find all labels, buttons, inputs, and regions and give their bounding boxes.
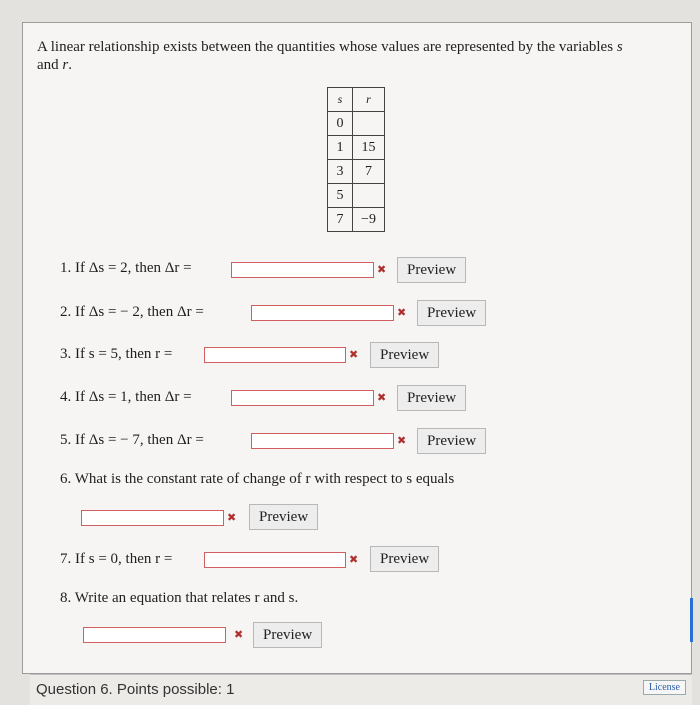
cell-s: 0	[328, 112, 353, 136]
answer-field-2[interactable]	[251, 305, 394, 321]
cell-r	[353, 112, 385, 136]
table-row	[328, 112, 385, 136]
answer-field-8[interactable]	[83, 627, 226, 643]
preview-button-3[interactable]: Preview	[370, 342, 439, 368]
intro-text-end: .	[68, 57, 73, 73]
footer-bar	[30, 674, 692, 705]
invalid-icon: ✖	[377, 263, 387, 276]
question-7-prompt: 7. If s = 0, then r =	[60, 551, 173, 567]
preview-button-7[interactable]: Preview	[370, 546, 439, 572]
header-r: r	[353, 88, 385, 112]
intro-text	[37, 38, 657, 74]
cell-r	[353, 184, 385, 208]
answer-field-1[interactable]	[231, 262, 374, 278]
answer-field-5[interactable]	[251, 433, 394, 449]
question-2-prompt: 2. If Δs = − 2, then Δr =	[60, 304, 204, 320]
invalid-icon: ✖	[234, 628, 244, 641]
values-table	[327, 87, 385, 232]
cell-s: 1	[328, 136, 353, 160]
question-4-prompt: 4. If Δs = 1, then Δr =	[60, 389, 192, 405]
preview-button-5[interactable]: Preview	[417, 428, 486, 454]
intro-text-and: and	[37, 57, 63, 73]
answer-field-7[interactable]	[204, 552, 346, 568]
cell-r: −9	[353, 208, 385, 232]
preview-button-4[interactable]: Preview	[397, 385, 466, 411]
table-row	[328, 208, 385, 232]
license-link[interactable]: License	[643, 680, 686, 695]
preview-button-2[interactable]: Preview	[417, 300, 486, 326]
invalid-icon: ✖	[349, 553, 359, 566]
answer-field-4[interactable]	[231, 390, 374, 406]
answer-field-6[interactable]	[81, 510, 224, 526]
question-5-prompt: 5. If Δs = − 7, then Δr =	[60, 432, 204, 448]
intro-var-s: s	[616, 39, 623, 55]
invalid-icon: ✖	[397, 306, 407, 319]
invalid-icon: ✖	[377, 391, 387, 404]
preview-button-8[interactable]: Preview	[253, 622, 322, 648]
table-row	[328, 184, 385, 208]
invalid-icon: ✖	[397, 434, 407, 447]
table-row	[328, 160, 385, 184]
table-header-row	[328, 88, 385, 112]
question-6-prompt: 6. What is the constant rate of change of r with respect to s equals	[60, 471, 455, 487]
cell-s: 7	[328, 208, 353, 232]
question-3-prompt: 3. If s = 5, then r =	[60, 346, 173, 362]
question-1-prompt: 1. If Δs = 2, then Δr =	[60, 260, 192, 276]
answer-field-3[interactable]	[204, 347, 346, 363]
table-row	[328, 136, 385, 160]
question-8-prompt: 8. Write an equation that relates r and s.	[60, 590, 299, 606]
cell-s: 3	[328, 160, 353, 184]
header-s: s	[328, 88, 353, 112]
invalid-icon: ✖	[349, 348, 359, 361]
cell-s: 5	[328, 184, 353, 208]
scroll-indicator	[690, 598, 693, 642]
preview-button-6[interactable]: Preview	[249, 504, 318, 530]
cell-r: 7	[353, 160, 385, 184]
invalid-icon: ✖	[227, 511, 237, 524]
cell-r: 15	[353, 136, 385, 160]
points-possible: Question 6. Points possible: 1	[36, 681, 235, 698]
intro-text-part: A linear relationship exists between the quantities whose values are represented by the variables	[37, 39, 617, 55]
preview-button-1[interactable]: Preview	[397, 257, 466, 283]
intro-var-r: r	[62, 57, 69, 73]
